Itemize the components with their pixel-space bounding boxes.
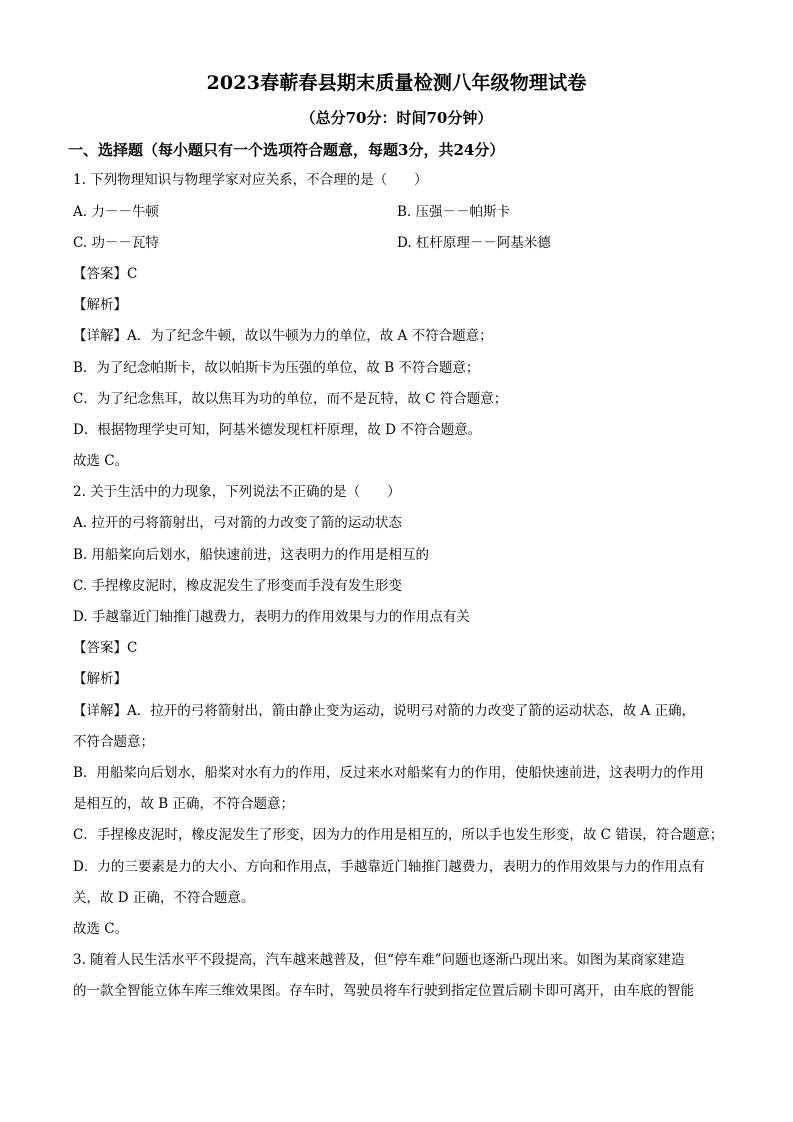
q1-detail-line: C．为了纪念焦耳，故以焦耳为功的单位，而不是瓦特，故 C 符合题意； [73, 391, 508, 407]
q2-option-d: D. 手越靠近门轴推门越费力，表明力的作用效果与力的作用点有关 [73, 609, 470, 625]
q2-conclusion: 故选 C。 [73, 921, 129, 937]
question-1-stem: 1. 下列物理知识与物理学家对应关系，不合理的是（ ） [73, 172, 428, 188]
q2-detail-line: 【详解】A．拉开的弓将箭射出，箭由静止变为运动，说明弓对箭的力改变了箭的运动状态，故 A 正确， [73, 703, 696, 719]
q1-detail-line: D．根据物理学史可知，阿基米德发现杠杆原理，故 D 不符合题意。 [73, 422, 482, 438]
question-3-stem-line: 的一款全智能立体车库三维效果图。存车时，驾驶员将车行驶到指定位置后刷卡即可离开，由车底的智能 [73, 983, 694, 999]
question-3-stem-line: 3. 随着人民生活水平不段提高，汽车越来越普及，但“停车难”问题也逐渐凸现出来。如图为某商家建造 [73, 952, 685, 968]
q1-detail-line: B．为了纪念帕斯卡，故以帕斯卡为压强的单位，故 B 不符合题意； [73, 360, 480, 376]
q1-analysis-label: 【解析】 [73, 297, 127, 313]
q2-option-b: B. 用船桨向后划水，船快速前进，这表明力的作用是相互的 [73, 547, 430, 563]
q1-option-a: A. 力－－牛顿 [73, 204, 159, 220]
q1-detail-line: 【详解】A．为了纪念牛顿，故以牛顿为力的单位，故 A 不符合题意； [73, 328, 493, 344]
q2-analysis-label: 【解析】 [73, 671, 127, 687]
exam-subtitle: （总分70分：时间70分钟） [300, 109, 493, 127]
q2-option-a: A. 拉开的弓将箭射出，弓对箭的力改变了箭的运动状态 [73, 515, 402, 531]
q1-answer: 【答案】C [73, 266, 138, 282]
q2-detail-line: 是相互的，故 B 正确，不符合题意； [73, 796, 295, 812]
q2-detail-line: C．手捏橡皮泥时，橡皮泥发生了形变，因为力的作用是相互的，所以手也发生形变，故 C 错误，符合题意； [73, 827, 724, 843]
q2-detail-line: D．力的三要素是力的大小、方向和作用点，手越靠近门轴推门越费力，表明力的作用效果与力的作用点有 [73, 859, 705, 875]
q2-detail-line: B．用船桨向后划水，船桨对水有力的作用，反过来水对船桨有力的作用，使船快速前进，这表明力的作用 [73, 765, 704, 781]
q1-option-c: C. 功－－瓦特 [73, 235, 159, 251]
section-heading: 一、选择题（每小题只有一个选项符合题意，每题3分，共24分） [68, 141, 505, 159]
page-title: 2023春蕲春县期末质量检测八年级物理试卷 [206, 72, 587, 94]
q2-detail-line: 不符合题意； [73, 734, 154, 750]
q1-conclusion: 故选 C。 [73, 453, 129, 469]
q2-detail-line: 关，故 D 正确，不符合题意。 [73, 890, 255, 906]
question-2-stem: 2. 关于生活中的力现象，下列说法不正确的是（ ） [73, 484, 401, 500]
q2-answer: 【答案】C [73, 640, 138, 656]
q1-option-b: B. 压强－－帕斯卡 [397, 204, 511, 220]
q2-option-c: C. 手捏橡皮泥时，橡皮泥发生了形变而手没有发生形变 [73, 578, 402, 594]
q1-option-d: D. 杠杆原理－－阿基米德 [397, 235, 551, 251]
